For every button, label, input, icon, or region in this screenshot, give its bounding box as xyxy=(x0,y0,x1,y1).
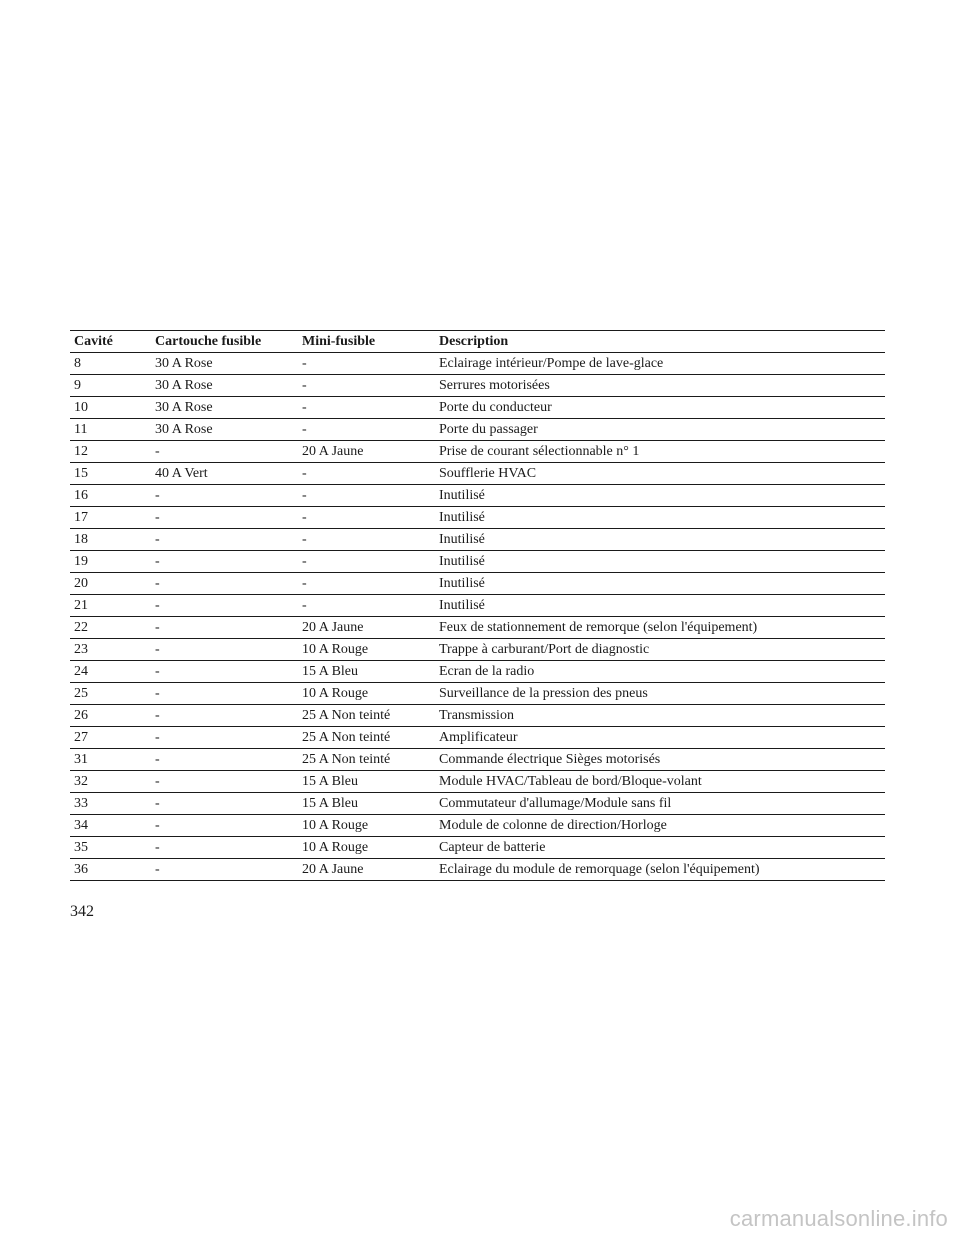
cell-description: Amplificateur xyxy=(435,727,885,749)
cell-description: Inutilisé xyxy=(435,507,885,529)
table-row xyxy=(70,771,885,793)
table-row xyxy=(70,749,885,771)
cell-mini-fuse: - xyxy=(298,375,435,397)
cell-cartridge-fuse: 30 A Rose xyxy=(151,419,298,441)
header-mini-fuse: Mini-fusible xyxy=(298,331,435,353)
table-row xyxy=(70,705,885,727)
cell-description: Porte du passager xyxy=(435,419,885,441)
cell-cavity: 24 xyxy=(70,661,151,683)
cell-cavity: 15 xyxy=(70,463,151,485)
cell-cavity: 34 xyxy=(70,815,151,837)
cell-description: Porte du conducteur xyxy=(435,397,885,419)
cell-cartridge-fuse: - xyxy=(151,683,298,705)
cell-description: Ecran de la radio xyxy=(435,661,885,683)
cell-mini-fuse: - xyxy=(298,551,435,573)
table-row xyxy=(70,529,885,551)
header-cavity: Cavité xyxy=(70,331,151,353)
cell-cavity: 26 xyxy=(70,705,151,727)
table-row xyxy=(70,463,885,485)
cell-cartridge-fuse: - xyxy=(151,639,298,661)
cell-description: Inutilisé xyxy=(435,551,885,573)
cell-cartridge-fuse: 30 A Rose xyxy=(151,375,298,397)
table-row xyxy=(70,661,885,683)
table-row xyxy=(70,859,885,881)
cell-description: Feux de stationnement de remorque (selon l'équipement) xyxy=(435,617,885,639)
table-body xyxy=(70,353,885,881)
cell-cavity: 33 xyxy=(70,793,151,815)
cell-cartridge-fuse: - xyxy=(151,661,298,683)
cell-cartridge-fuse: - xyxy=(151,749,298,771)
cell-mini-fuse: 10 A Rouge xyxy=(298,683,435,705)
cell-cartridge-fuse: 30 A Rose xyxy=(151,397,298,419)
table-header-row xyxy=(70,331,885,353)
cell-cavity: 27 xyxy=(70,727,151,749)
cell-cartridge-fuse: - xyxy=(151,595,298,617)
cell-description: Module de colonne de direction/Horloge xyxy=(435,815,885,837)
cell-cartridge-fuse: - xyxy=(151,705,298,727)
cell-description: Inutilisé xyxy=(435,573,885,595)
cell-mini-fuse: 10 A Rouge xyxy=(298,815,435,837)
cell-description: Commutateur d'allumage/Module sans fil xyxy=(435,793,885,815)
cell-cartridge-fuse: - xyxy=(151,485,298,507)
cell-cartridge-fuse: - xyxy=(151,441,298,463)
cell-cartridge-fuse: 30 A Rose xyxy=(151,353,298,375)
fuse-table xyxy=(70,330,885,881)
cell-mini-fuse: 15 A Bleu xyxy=(298,771,435,793)
cell-mini-fuse: 20 A Jaune xyxy=(298,617,435,639)
cell-cartridge-fuse: - xyxy=(151,771,298,793)
cell-mini-fuse: 25 A Non teinté xyxy=(298,727,435,749)
cell-mini-fuse: - xyxy=(298,573,435,595)
table-row xyxy=(70,639,885,661)
table-row xyxy=(70,683,885,705)
table-row xyxy=(70,507,885,529)
cell-cavity: 16 xyxy=(70,485,151,507)
cell-mini-fuse: - xyxy=(298,397,435,419)
cell-description: Inutilisé xyxy=(435,529,885,551)
cell-mini-fuse: - xyxy=(298,485,435,507)
cell-description: Surveillance de la pression des pneus xyxy=(435,683,885,705)
cell-cavity: 10 xyxy=(70,397,151,419)
cell-cavity: 9 xyxy=(70,375,151,397)
cell-cavity: 20 xyxy=(70,573,151,595)
cell-description: Module HVAC/Tableau de bord/Bloque-volant xyxy=(435,771,885,793)
cell-description: Transmission xyxy=(435,705,885,727)
table-row xyxy=(70,815,885,837)
cell-cavity: 17 xyxy=(70,507,151,529)
cell-cavity: 18 xyxy=(70,529,151,551)
cell-mini-fuse: 15 A Bleu xyxy=(298,793,435,815)
table-row xyxy=(70,595,885,617)
cell-description: Eclairage du module de remorquage (selon l'équipement) xyxy=(435,859,885,881)
cell-cartridge-fuse: - xyxy=(151,573,298,595)
table-row xyxy=(70,793,885,815)
cell-cavity: 22 xyxy=(70,617,151,639)
cell-description: Trappe à carburant/Port de diagnostic xyxy=(435,639,885,661)
table-row xyxy=(70,573,885,595)
cell-description: Serrures motorisées xyxy=(435,375,885,397)
cell-cavity: 19 xyxy=(70,551,151,573)
cell-description: Inutilisé xyxy=(435,485,885,507)
cell-cavity: 12 xyxy=(70,441,151,463)
cell-description: Prise de courant sélectionnable n° 1 xyxy=(435,441,885,463)
cell-description: Eclairage intérieur/Pompe de lave-glace xyxy=(435,353,885,375)
cell-mini-fuse: - xyxy=(298,507,435,529)
cell-mini-fuse: 10 A Rouge xyxy=(298,639,435,661)
cell-description: Capteur de batterie xyxy=(435,837,885,859)
cell-cavity: 8 xyxy=(70,353,151,375)
cell-cartridge-fuse: - xyxy=(151,793,298,815)
cell-cartridge-fuse: - xyxy=(151,859,298,881)
cell-mini-fuse: 15 A Bleu xyxy=(298,661,435,683)
cell-mini-fuse: - xyxy=(298,419,435,441)
table-row xyxy=(70,551,885,573)
cell-cavity: 25 xyxy=(70,683,151,705)
table-row xyxy=(70,727,885,749)
cell-description: Inutilisé xyxy=(435,595,885,617)
table-row xyxy=(70,485,885,507)
cell-cavity: 21 xyxy=(70,595,151,617)
table-row xyxy=(70,375,885,397)
cell-mini-fuse: - xyxy=(298,595,435,617)
cell-cavity: 31 xyxy=(70,749,151,771)
cell-cavity: 32 xyxy=(70,771,151,793)
cell-cartridge-fuse: - xyxy=(151,507,298,529)
watermark: carmanualsonline.info xyxy=(729,1206,948,1231)
cell-cavity: 11 xyxy=(70,419,151,441)
table-row xyxy=(70,419,885,441)
table-row xyxy=(70,837,885,859)
header-cartridge-fuse: Cartouche fusible xyxy=(151,331,298,353)
cell-mini-fuse: - xyxy=(298,463,435,485)
cell-cavity: 35 xyxy=(70,837,151,859)
cell-cartridge-fuse: - xyxy=(151,837,298,859)
cell-mini-fuse: 20 A Jaune xyxy=(298,859,435,881)
cell-cavity: 36 xyxy=(70,859,151,881)
cell-cartridge-fuse: - xyxy=(151,529,298,551)
table-row xyxy=(70,617,885,639)
cell-cavity: 23 xyxy=(70,639,151,661)
cell-description: Soufflerie HVAC xyxy=(435,463,885,485)
cell-mini-fuse: - xyxy=(298,529,435,551)
cell-cartridge-fuse: - xyxy=(151,727,298,749)
cell-cartridge-fuse: - xyxy=(151,551,298,573)
cell-description: Commande électrique Sièges motorisés xyxy=(435,749,885,771)
cell-mini-fuse: 25 A Non teinté xyxy=(298,705,435,727)
cell-mini-fuse: 20 A Jaune xyxy=(298,441,435,463)
cell-mini-fuse: 10 A Rouge xyxy=(298,837,435,859)
cell-cartridge-fuse: - xyxy=(151,815,298,837)
cell-mini-fuse: 25 A Non teinté xyxy=(298,749,435,771)
table-row xyxy=(70,441,885,463)
cell-mini-fuse: - xyxy=(298,353,435,375)
header-description: Description xyxy=(435,331,885,353)
page-number: 342 xyxy=(70,903,94,920)
cell-cartridge-fuse: 40 A Vert xyxy=(151,463,298,485)
table-row xyxy=(70,397,885,419)
cell-cartridge-fuse: - xyxy=(151,617,298,639)
table-row xyxy=(70,353,885,375)
